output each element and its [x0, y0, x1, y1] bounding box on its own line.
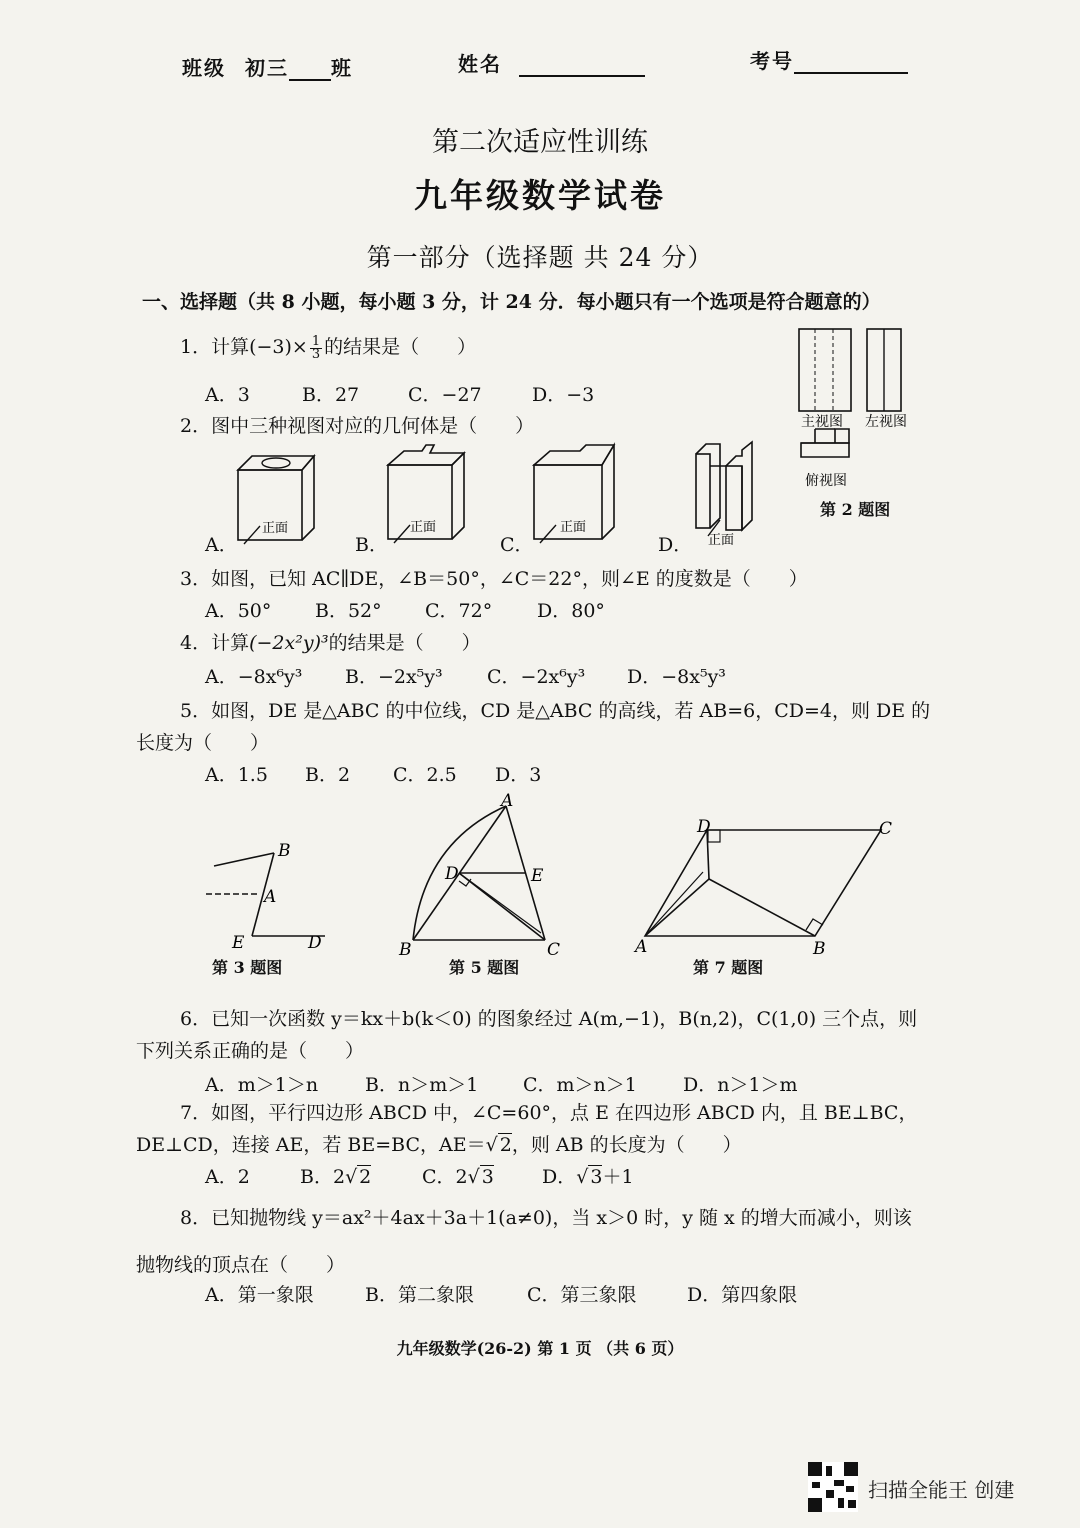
question-8-line1: 8．已知抛物线 y＝ax²＋4ax＋3a＋1(a≠0)，当 x＞0 时，y 随 x 的增大而减小，则该	[180, 1207, 912, 1229]
q2-three-views-figure	[795, 325, 915, 500]
q8-option-c[interactable]: C．第三象限	[527, 1284, 637, 1306]
front-view-rect	[799, 329, 851, 411]
q4-expr: (−2x²y)³	[249, 632, 329, 654]
q7-option-b-root: 2	[359, 1166, 372, 1188]
exam-title: 九年级数学试卷	[414, 176, 666, 215]
segment-cb	[214, 853, 274, 866]
q3-caption: 第 3 题图	[212, 958, 283, 977]
q2-solid-a	[232, 452, 322, 547]
point-e-label: E	[531, 866, 544, 886]
question-8-line2: 抛物线的顶点在（ ）	[136, 1254, 346, 1276]
class-label: 班级	[182, 56, 226, 80]
exam-no-label: 考号	[750, 49, 794, 73]
q7-option-c-root: 3	[481, 1166, 494, 1188]
front-label: 正面	[708, 533, 735, 548]
q5-option-c[interactable]: C．2.5	[393, 764, 457, 786]
q7-stem-b1: DE⊥CD，连接 AE，若 BE=BC，AE＝	[136, 1134, 486, 1156]
q7-option-d-root: 3	[590, 1166, 603, 1188]
top-view-shape	[801, 429, 849, 443]
q7-option-b[interactable]: B．2√ 2	[300, 1166, 372, 1188]
q2-option-b[interactable]: B．	[355, 534, 388, 556]
q1-option-d[interactable]: D．−3	[532, 384, 595, 406]
q4-option-a[interactable]: A．−8x⁶y³	[205, 666, 303, 688]
point-b-label: B	[813, 939, 826, 959]
q1-frac-den: 3	[311, 346, 321, 362]
q6-option-a[interactable]: A．m＞1＞n	[205, 1074, 319, 1096]
exam-no-blank[interactable]	[794, 54, 908, 74]
segment-ae-arrow	[645, 872, 703, 936]
q7-option-a[interactable]: A．2	[205, 1166, 250, 1188]
q2-caption: 第 2 题图	[820, 500, 891, 519]
segment-eb	[709, 879, 815, 936]
left-view-label: 左视图	[865, 414, 907, 430]
q5-option-d[interactable]: D．3	[495, 764, 542, 786]
class-suffix: 班	[330, 56, 353, 80]
front-label: 正面	[262, 521, 289, 536]
q7-option-b-text: B．2	[300, 1166, 346, 1188]
q1-stem-a: 1．计算	[180, 336, 250, 358]
point-b-label: B	[278, 841, 291, 861]
q1-option-c[interactable]: C．−27	[408, 384, 482, 406]
point-d-label: D	[697, 817, 711, 837]
q2-option-a[interactable]: A．	[205, 534, 238, 556]
q7-stem-b2: ，则 AB 的长度为（ ）	[511, 1134, 742, 1156]
front-label: 正面	[410, 520, 437, 535]
q7-option-d[interactable]: D．√ 3＋1	[542, 1166, 634, 1188]
q2-solid-b	[382, 443, 472, 548]
front-label: 正面	[560, 520, 587, 535]
question-1	[180, 332, 476, 361]
q2-option-c[interactable]: C．	[500, 534, 534, 556]
q1-frac-num: 1	[311, 333, 321, 349]
class-value: 初三	[244, 56, 289, 80]
q2-solid-c	[528, 443, 623, 548]
q6-option-b[interactable]: B．n＞m＞1	[365, 1074, 479, 1096]
q6-option-d[interactable]: D．n＞1＞m	[683, 1074, 798, 1096]
q7-figure	[633, 812, 903, 957]
name-field	[458, 48, 645, 77]
class-field	[182, 52, 353, 81]
q2-solid-d	[690, 440, 780, 550]
q4-stem-b: 的结果是（ ）	[328, 632, 481, 654]
q1-fraction	[310, 333, 322, 362]
question-6-line1: 6．已知一次函数 y＝kx＋b(k＜0) 的图象经过 A(m,−1)，B(n,2)，C(1,0) 三个点，则	[180, 1008, 918, 1030]
point-a-label: A	[264, 887, 277, 907]
q7-option-c-text: C．2	[422, 1166, 468, 1188]
question-5-line1: 5．如图，DE 是△ABC 的中位线，CD 是△ABC 的高线，若 AB=6，CD=4，则 DE 的	[180, 700, 931, 722]
question-2: 2．图中三种视图对应的几何体是（ ）	[180, 415, 535, 437]
top-view-shape	[801, 443, 849, 457]
point-c-label: C	[879, 819, 893, 839]
q5-caption: 第 5 题图	[449, 958, 520, 977]
q2-option-d[interactable]: D．	[658, 534, 693, 556]
front-view-label: 主视图	[801, 414, 843, 430]
q1-option-a[interactable]: A．3	[205, 384, 250, 406]
q7-sqrt-arg: 2	[499, 1134, 512, 1156]
q3-figure	[200, 836, 350, 956]
q7-option-d-tail: ＋1	[602, 1166, 634, 1188]
point-d-label: D	[445, 864, 459, 884]
scanner-watermark: 扫描全能王 创建	[868, 1478, 1015, 1502]
q1-option-b[interactable]: B．27	[302, 384, 360, 406]
question-3: 3．如图，已知 AC∥DE，∠B＝50°，∠C＝22°，则∠E 的度数是（ ）	[180, 568, 808, 590]
q3-option-a[interactable]: A．50°	[205, 600, 272, 622]
point-b-label: B	[399, 940, 412, 960]
q4-option-d[interactable]: D．−8x⁵y³	[627, 666, 726, 688]
point-c-label: C	[547, 940, 561, 960]
point-a-label: A	[501, 791, 514, 811]
page-footer: 九年级数学(26-2) 第 1 页 （共 6 页）	[396, 1339, 684, 1358]
q5-option-a[interactable]: A．1.5	[205, 764, 268, 786]
point-d-label: D	[308, 933, 322, 953]
q1-expr: (−3)×	[249, 336, 308, 358]
q8-option-d[interactable]: D．第四象限	[687, 1284, 798, 1306]
q7-option-d-label: D．	[542, 1166, 577, 1188]
qr-code-icon	[808, 1462, 858, 1512]
top-view-label: 俯视图	[805, 473, 847, 489]
q4-stem-a: 4．计算	[180, 632, 250, 654]
q3-option-b[interactable]: B．52°	[315, 600, 382, 622]
q7-caption: 第 7 题图	[693, 958, 764, 977]
q8-option-a[interactable]: A．第一象限	[205, 1284, 314, 1306]
q6-option-c[interactable]: C．m＞n＞1	[523, 1074, 637, 1096]
point-e-label: E	[232, 933, 245, 953]
q5-figure	[393, 793, 573, 963]
exam-subtitle: 第二次适应性训练	[432, 127, 648, 158]
section-heading: 一、选择题（共 8 小题，每小题 3 分，计 24 分．每小题只有一个选项是符合题意的）	[142, 291, 881, 313]
q4-option-b[interactable]: B．−2x⁵y³	[345, 666, 443, 688]
q4-option-c[interactable]: C．−2x⁶y³	[487, 666, 586, 688]
part-title: 第一部分（选择题 共 24 分）	[366, 243, 714, 272]
q8-option-b[interactable]: B．第二象限	[365, 1284, 474, 1306]
parallelogram	[645, 830, 881, 936]
question-4	[180, 628, 481, 655]
point-a-label: A	[635, 937, 648, 957]
name-blank[interactable]	[519, 57, 645, 77]
q7-option-c[interactable]: C．2√ 3	[422, 1166, 494, 1188]
q5-option-b[interactable]: B．2	[305, 764, 351, 786]
question-7-line1: 7．如图，平行四边形 ABCD 中，∠C=60°，点 E 在四边形 ABCD 内，且 BE⊥BC，	[180, 1102, 918, 1124]
question-6-line2: 下列关系正确的是（ ）	[136, 1040, 365, 1062]
class-blank[interactable]	[289, 61, 331, 81]
question-7-line2: DE⊥CD，连接 AE，若 BE=BC，AE＝√ 2，则 AB 的长度为（ ）	[136, 1134, 742, 1156]
question-5-line2: 长度为（ ）	[136, 732, 270, 754]
exam-no-field	[750, 45, 908, 74]
q3-option-c[interactable]: C．72°	[425, 600, 493, 622]
q1-stem-b: 的结果是（ ）	[324, 336, 477, 358]
segment-ae	[645, 879, 709, 936]
name-label: 姓名	[458, 52, 502, 76]
q3-option-d[interactable]: D．80°	[537, 600, 605, 622]
